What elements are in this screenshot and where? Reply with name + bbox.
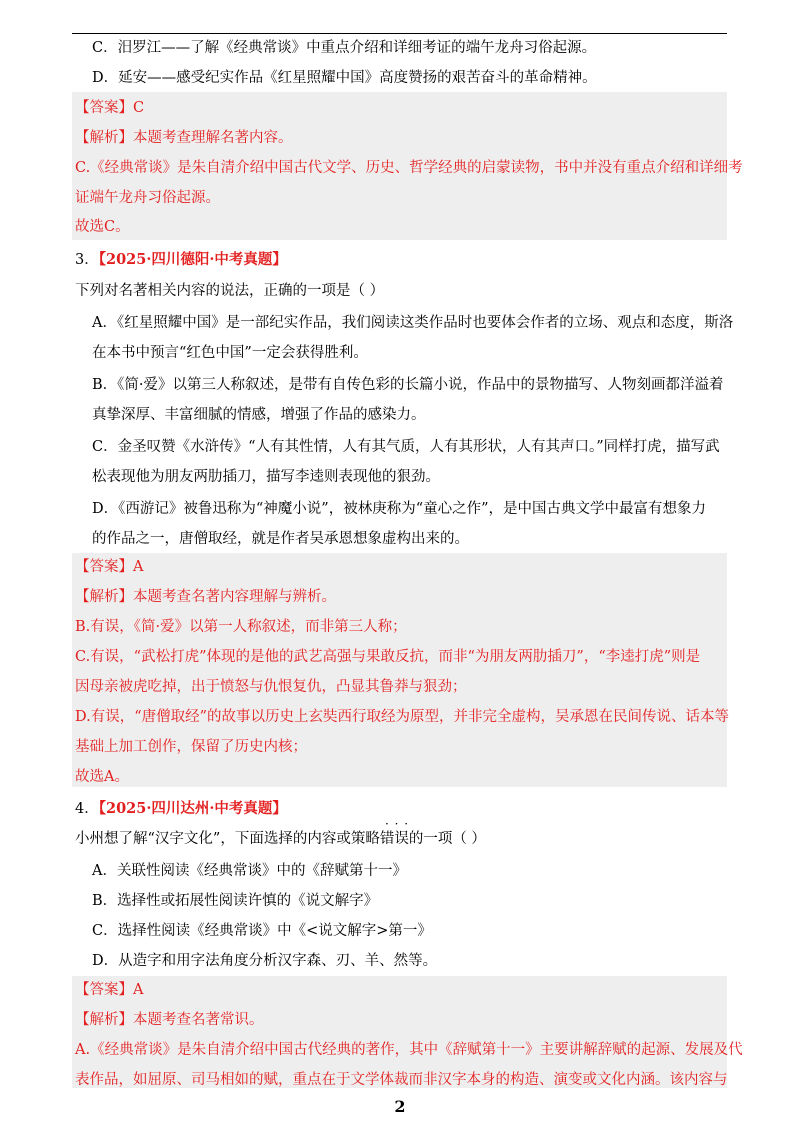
q3-option-d-line-1: D．《西游记》被鲁迅称为“神魔小说”，被林庚称为“童心之作”，是中国古典文学中最富有想象力 xyxy=(92,501,707,517)
q4-answer: 【答案】A xyxy=(75,982,144,998)
q3-option-b-line-1: B．《简·爱》以第三人称叙述，是带有自传色彩的长篇小说，作品中的景物描写、人物刻画都洋溢着 xyxy=(92,377,724,393)
q4-header xyxy=(75,799,727,819)
q4-option-a: A．关联性阅读《经典常谈》中的《辞赋第十一》 xyxy=(92,863,407,879)
q4-option-d: D．从造字和用字法角度分析汉字森、刃、羊、然等。 xyxy=(92,953,438,969)
q3-option-d-line-2: 的作品之一，唐僧取经，就是作者吴承恩想象虚构出来的。 xyxy=(92,531,469,547)
q3-conclusion: 故选A。 xyxy=(75,769,129,785)
q4-option-b: B．选择性或拓展性阅读许慎的《说文解字》 xyxy=(92,893,379,909)
emphasis-dots: · · · xyxy=(385,817,410,831)
q3-option-c-line-2: 松表现他为朋友两肋插刀，描写李逵则表现他的狠劲。 xyxy=(92,469,440,485)
header-rule xyxy=(72,33,727,34)
q3-answer: 【答案】A xyxy=(75,559,144,575)
q2-answer: 【答案】C xyxy=(75,100,145,116)
q3-header xyxy=(75,250,727,270)
q2-option-c: C．汨罗江——了解《经典常谈》中重点介绍和详细考证的端午龙舟习俗起源。 xyxy=(92,40,597,56)
q3-option-a-line-1: A．《红星照耀中国》是一部纪实作品，我们阅读这类作品时也要体会作者的立场、观点和态度，斯洛 xyxy=(92,315,734,331)
q3-source-tag: 【2025·四川德阳·中考真题】 xyxy=(98,251,287,268)
q4-source-tag: 【2025·四川达州·中考真题】 xyxy=(98,800,287,817)
q3-option-a-line-2: 在本书中预言“红色中国”一定会获得胜利。 xyxy=(92,345,368,361)
q2-conclusion: 故选C。 xyxy=(75,219,130,235)
q4-analysis: 【解析】本题考查名著常识。 xyxy=(75,1012,264,1028)
q3-explanation-d-line-2: 基础上加工创作，保留了历史内核； xyxy=(75,739,307,755)
q3-explanation-d-line-1: D.有误，“唐僧取经”的故事以历史上玄奘西行取经为原型，并非完全虚构，吴承恩在民间传说、话本等 xyxy=(75,709,730,725)
q2-option-d: D．延安——感受纪实作品《红星照耀中国》高度赞扬的艰苦奋斗的革命精神。 xyxy=(92,70,597,86)
page-number: 2 xyxy=(394,1097,406,1116)
q4-explanation-line-2: 表作品，如屈原、司马相如的赋，重点在于文学体裁而非汉字本身的构造、演变或文化内涵。该内容与 xyxy=(75,1072,728,1088)
q3-stem: 下列对名著相关内容的说法，正确的一项是（ ） xyxy=(75,283,385,299)
q2-explanation-line-1: C.《经典常谈》是朱自清介绍中国古代文学、历史、哲学经典的启蒙读物，书中并没有重点介绍和详细考 xyxy=(75,160,743,176)
q3-explanation-c-line-2: 因母亲被虎吃掉，出于愤怒与仇恨复仇，凸显其鲁莽与狠劲； xyxy=(75,679,467,695)
q4-stem: 小州想了解“汉字文化”，下面选择的内容或策略错误的一项（ ） xyxy=(75,831,486,847)
q4-number: 4． xyxy=(75,801,99,817)
q2-analysis: 【解析】本题考查理解名著内容。 xyxy=(75,130,293,146)
q4-option-c: C．选择性阅读《经典常谈》中《<说文解字>第一》 xyxy=(92,923,432,939)
q3-option-b-line-2: 真挚深厚、丰富细腻的情感，增强了作品的感染力。 xyxy=(92,407,426,423)
q2-explanation-line-2: 证端午龙舟习俗起源。 xyxy=(75,190,220,206)
q3-explanation-b: B.有误，《简·爱》以第一人称叙述，而非第三人称； xyxy=(75,619,407,635)
q4-explanation-line-1: A.《经典常谈》是朱自清介绍中国古代经典的著作，其中《辞赋第十一》主要讲解辞赋的起源、发展及代 xyxy=(75,1042,743,1058)
q3-analysis: 【解析】本题考查名著内容理解与辨析。 xyxy=(75,589,336,605)
q3-option-c-line-1: C．金圣叹赞《水浒传》“人有其性情，人有其气质，人有其形状，人有其声口。”同样打虎，描写武 xyxy=(92,439,720,455)
q3-explanation-c-line-1: C.有误，“武松打虎”体现的是他的武艺高强与果敢反抗，而非“为朋友两肋插刀”，“李逵打虎”则是 xyxy=(75,649,701,665)
q3-number: 3． xyxy=(75,252,99,268)
